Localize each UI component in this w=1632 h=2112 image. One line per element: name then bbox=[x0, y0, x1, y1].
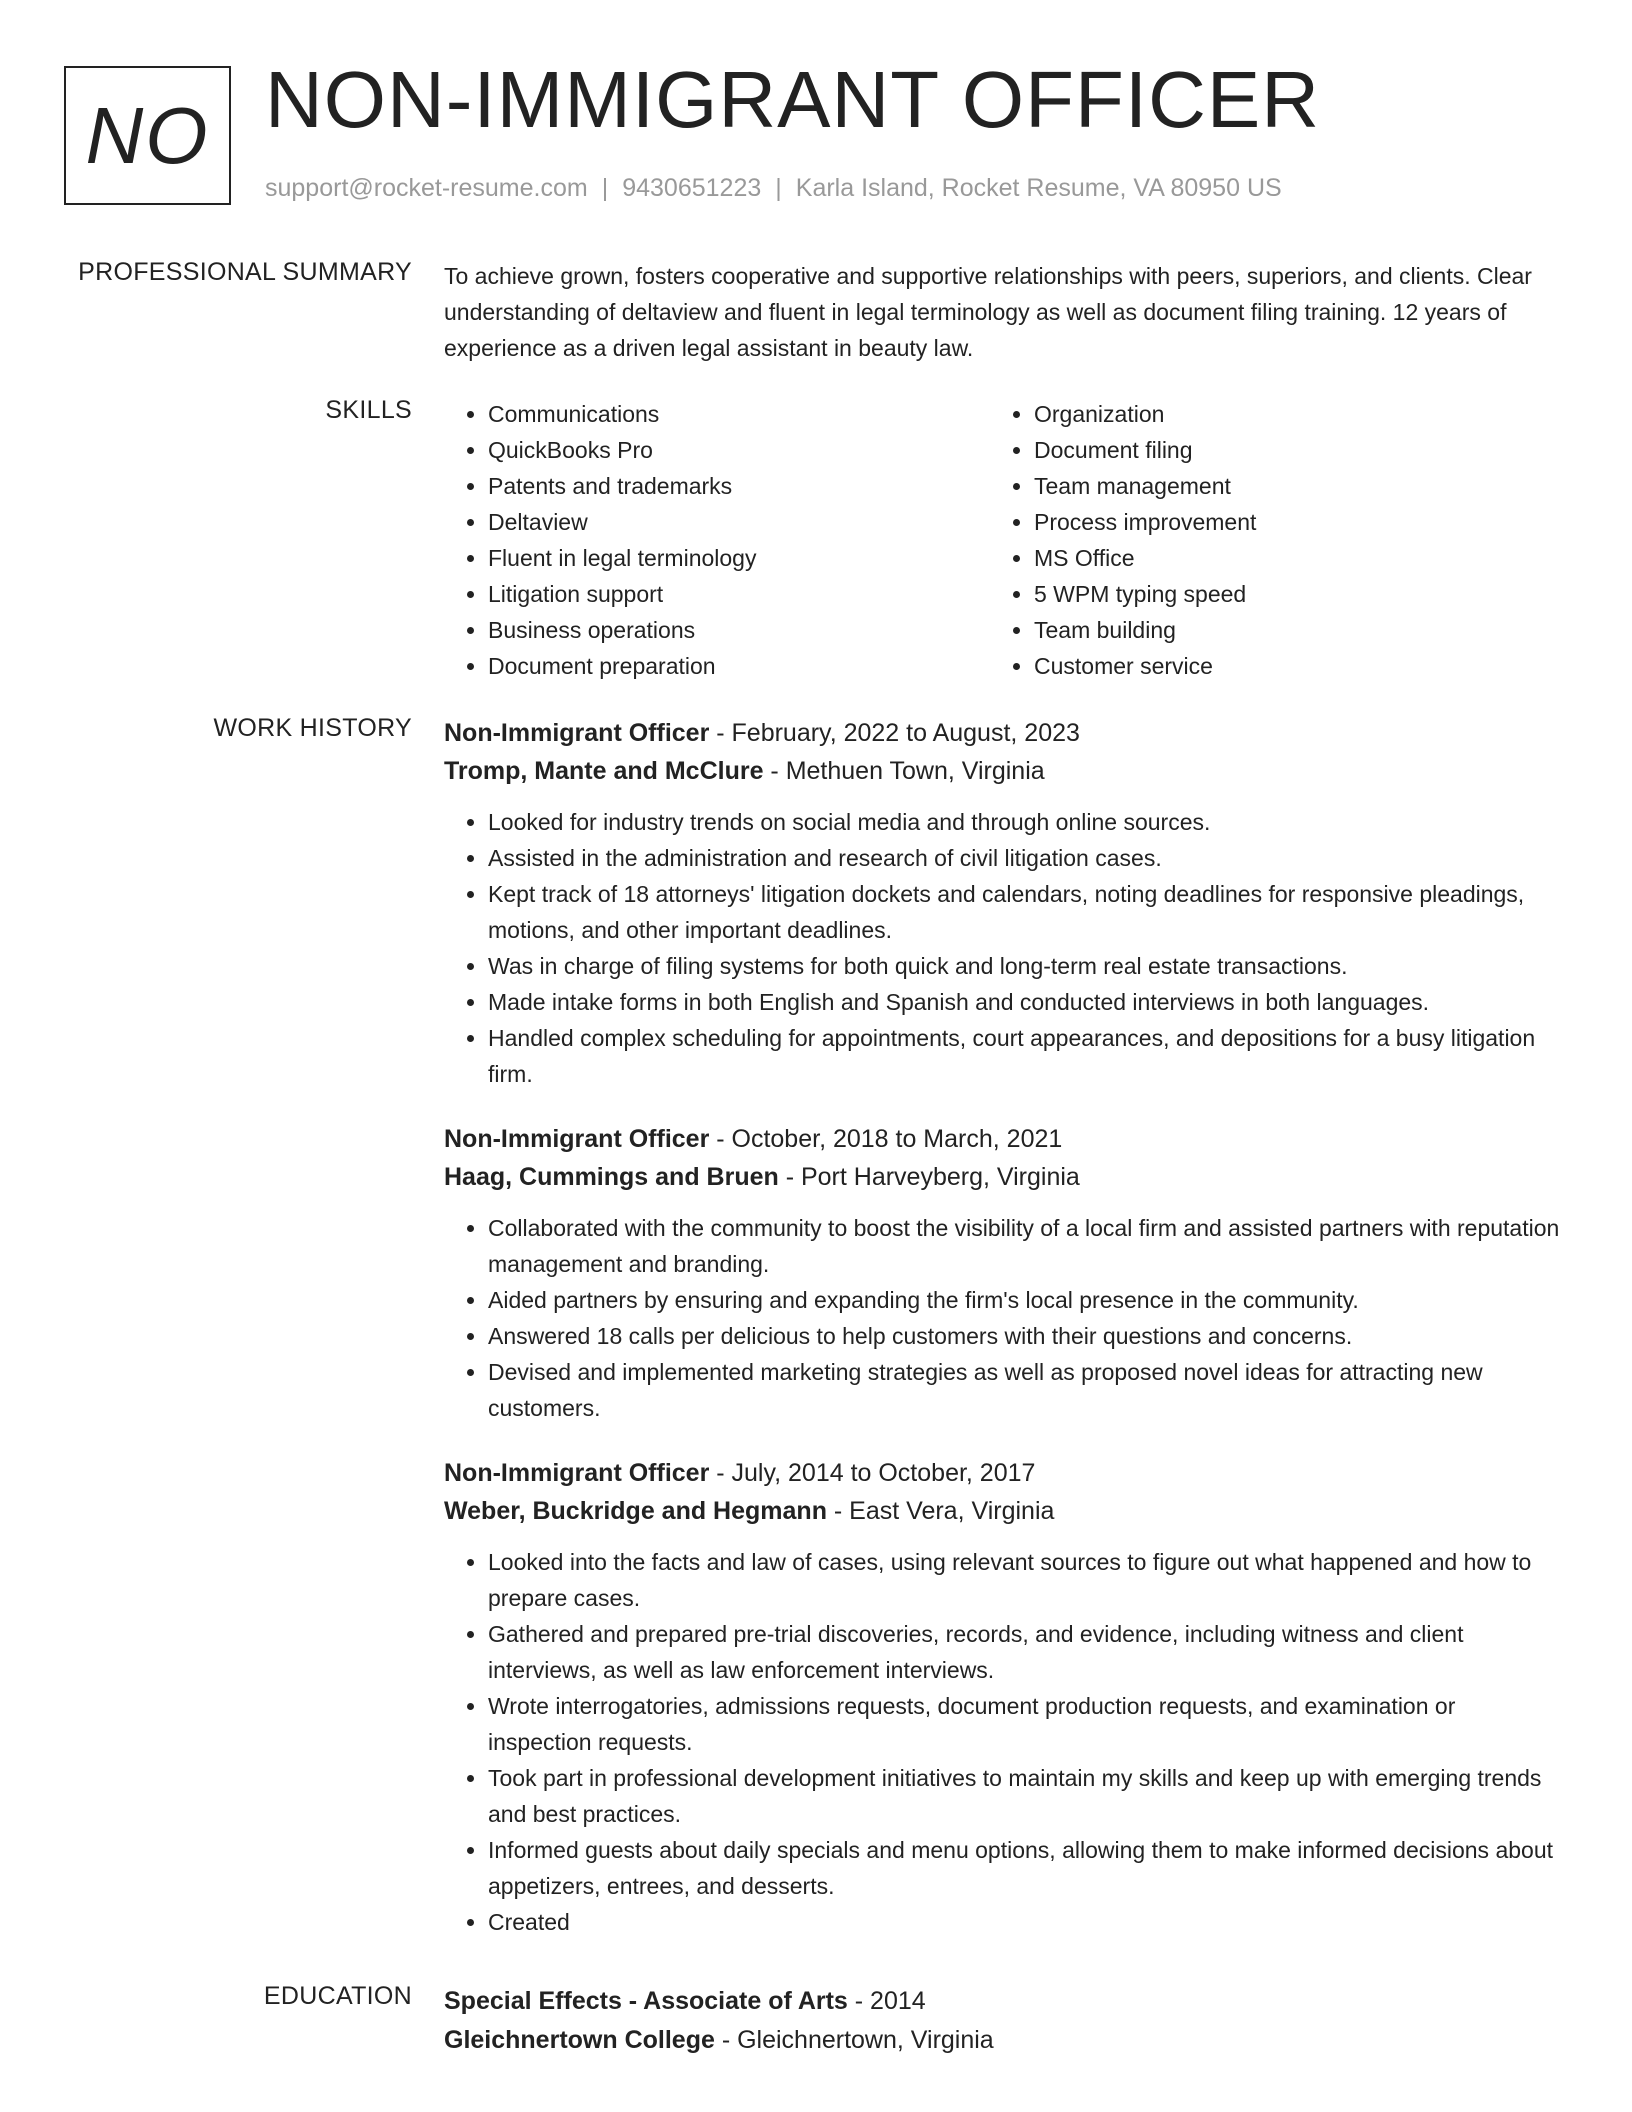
skill-item: • Fluent in legal terminology bbox=[488, 540, 990, 576]
job-bullet: • Wrote interrogatories, admissions requests, document production requests, and examination or inspection requests. bbox=[488, 1688, 1564, 1760]
contact-line bbox=[265, 174, 1282, 203]
education-school-line bbox=[444, 2021, 1564, 2060]
job-entry bbox=[444, 714, 1564, 1092]
skills-column-1 bbox=[444, 396, 990, 684]
job-bullet: • Created bbox=[488, 1904, 1564, 1940]
skills-column-2 bbox=[990, 396, 1536, 684]
skill-item: • Process improvement bbox=[1034, 504, 1536, 540]
job-title: Non-Immigrant Officer bbox=[444, 1125, 710, 1153]
skill-item: • Communications bbox=[488, 396, 990, 432]
skill-item: • Patents and trademarks bbox=[488, 468, 990, 504]
job-location: - Methuen Town, Virginia bbox=[763, 757, 1045, 785]
job-dates: - October, 2018 to March, 2021 bbox=[709, 1125, 1063, 1153]
candidate-name: NON-IMMIGRANT OFFICER bbox=[265, 55, 1321, 144]
summary-text: To achieve grown, fosters cooperative and supportive relationships with peers, superiors, and clients. Clear understanding of deltaview and fluent in legal terminology as well as document filing training. 12 years of experience as a driven legal assistant in beauty law. bbox=[444, 263, 1532, 361]
job-bullet: • Collaborated with the community to boost the visibility of a local firm and assisted partners with reputation management and branding. bbox=[488, 1210, 1564, 1282]
job-bullet: • Looked for industry trends on social media and through online sources. bbox=[488, 804, 1564, 840]
education-location: - Gleichnertown, Virginia bbox=[714, 2026, 994, 2054]
job-dates: - July, 2014 to October, 2017 bbox=[709, 1459, 1036, 1487]
skills-heading: SKILLS bbox=[325, 396, 412, 424]
contact-email[interactable]: support@rocket-resume.com bbox=[265, 174, 588, 202]
skill-item: • QuickBooks Pro bbox=[488, 432, 990, 468]
education-degree-line bbox=[444, 1982, 1564, 2021]
skill-item: • Deltaview bbox=[488, 504, 990, 540]
skill-item: • Business operations bbox=[488, 612, 990, 648]
job-location: - Port Harveyberg, Virginia bbox=[778, 1163, 1080, 1191]
skill-item: • Litigation support bbox=[488, 576, 990, 612]
skills-body bbox=[444, 396, 1564, 684]
education-body bbox=[444, 1982, 1564, 2060]
job-entry bbox=[444, 1120, 1564, 1426]
skill-item: • Team building bbox=[1034, 612, 1536, 648]
summary-heading: PROFESSIONAL SUMMARY bbox=[78, 258, 412, 286]
job-title: Non-Immigrant Officer bbox=[444, 1459, 710, 1487]
skill-item: • MS Office bbox=[1034, 540, 1536, 576]
job-company-line bbox=[444, 752, 1564, 790]
job-bullet: • Made intake forms in both English and Spanish and conducted interviews in both languages. bbox=[488, 984, 1564, 1020]
job-entry bbox=[444, 1454, 1564, 1940]
job-bullet: • Was in charge of filing systems for both quick and long-term real estate transactions. bbox=[488, 948, 1564, 984]
job-dates: - February, 2022 to August, 2023 bbox=[709, 719, 1080, 747]
job-company-line bbox=[444, 1492, 1564, 1530]
job-title-line bbox=[444, 1120, 1564, 1158]
contact-address: Karla Island, Rocket Resume, VA 80950 US bbox=[795, 174, 1282, 202]
education-year: - 2014 bbox=[847, 1987, 926, 2015]
job-company: Weber, Buckridge and Hegmann bbox=[444, 1497, 827, 1525]
contact-phone[interactable]: 9430651223 bbox=[622, 174, 762, 202]
job-bullet: • Took part in professional development initiatives to maintain my skills and keep up with emerging trends and best practices. bbox=[488, 1760, 1564, 1832]
job-bullet: • Assisted in the administration and research of civil litigation cases. bbox=[488, 840, 1564, 876]
education-heading: EDUCATION bbox=[263, 1982, 412, 2010]
job-location: - East Vera, Virginia bbox=[826, 1497, 1055, 1525]
skill-item: • Customer service bbox=[1034, 648, 1536, 684]
job-bullet: • Aided partners by ensuring and expanding the firm's local presence in the community. bbox=[488, 1282, 1564, 1318]
contact-separator: | bbox=[601, 174, 609, 202]
education-school: Gleichnertown College bbox=[444, 2026, 715, 2054]
job-title: Non-Immigrant Officer bbox=[444, 719, 710, 747]
job-bullets bbox=[444, 1544, 1564, 1940]
job-company: Tromp, Mante and McClure bbox=[444, 757, 764, 785]
skill-item: • Document filing bbox=[1034, 432, 1536, 468]
contact-separator: | bbox=[775, 174, 782, 202]
job-company: Haag, Cummings and Bruen bbox=[444, 1163, 779, 1191]
skill-item: • 5 WPM typing speed bbox=[1034, 576, 1536, 612]
job-bullet: • Devised and implemented marketing strategies as well as proposed novel ideas for attracting new customers. bbox=[488, 1354, 1564, 1426]
job-bullet: • Looked into the facts and law of cases, using relevant sources to figure out what happened and how to prepare cases. bbox=[488, 1544, 1564, 1616]
job-bullet: • Handled complex scheduling for appointments, court appearances, and depositions for a busy litigation firm. bbox=[488, 1020, 1564, 1092]
job-company-line bbox=[444, 1158, 1564, 1196]
skill-item: • Document preparation bbox=[488, 648, 990, 684]
job-bullets bbox=[444, 1210, 1564, 1426]
job-bullet: • Answered 18 calls per delicious to help customers with their questions and concerns. bbox=[488, 1318, 1564, 1354]
job-bullet: • Kept track of 18 attorneys' litigation dockets and calendars, noting deadlines for responsive pleadings, motions, and other important deadlines. bbox=[488, 876, 1564, 948]
education-degree: Special Effects - Associate of Arts bbox=[444, 1987, 848, 2015]
skill-item: • Organization bbox=[1034, 396, 1536, 432]
monogram-logo: NO bbox=[64, 66, 231, 205]
skill-item: • Team management bbox=[1034, 468, 1536, 504]
summary-body bbox=[444, 258, 1564, 366]
job-bullets bbox=[444, 804, 1564, 1092]
job-bullet: • Gathered and prepared pre-trial discoveries, records, and evidence, including witness and client interviews, as well as law enforcement interviews. bbox=[488, 1616, 1564, 1688]
job-title-line bbox=[444, 714, 1564, 752]
work-history-body bbox=[444, 714, 1564, 1968]
work-history-heading: WORK HISTORY bbox=[213, 714, 412, 742]
job-title-line bbox=[444, 1454, 1564, 1492]
job-bullet: • Informed guests about daily specials and menu options, allowing them to make informed decisions about appetizers, entrees, and desserts. bbox=[488, 1832, 1564, 1904]
